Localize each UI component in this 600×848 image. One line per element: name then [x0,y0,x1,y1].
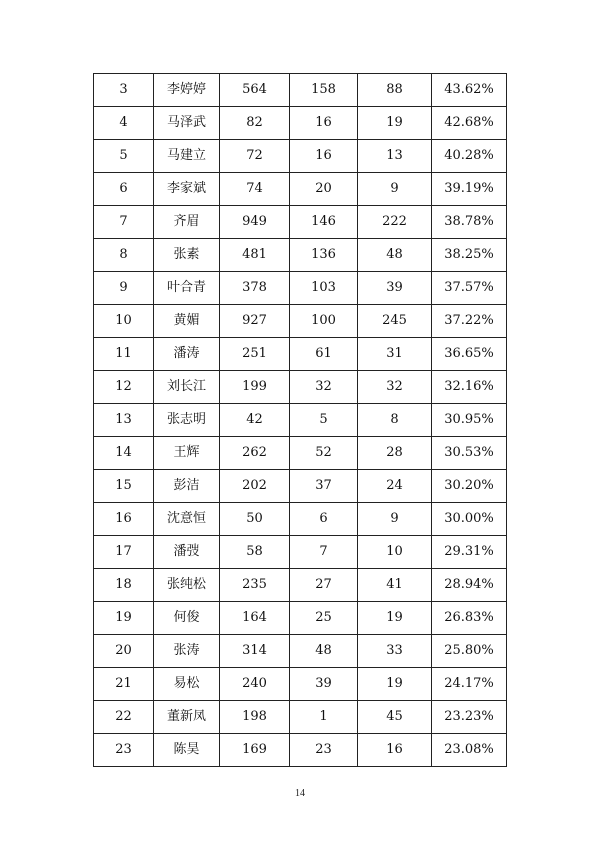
percent-cell: 25.80% [432,635,507,668]
table-row [94,701,507,734]
total-cell: 481 [220,239,290,272]
name-cell: 王辉 [154,437,220,470]
total-cell: 927 [220,305,290,338]
table-row [94,107,507,140]
total-cell: 378 [220,272,290,305]
table-row [94,470,507,503]
count-a-cell: 39 [290,668,358,701]
total-cell: 164 [220,602,290,635]
table-row [94,140,507,173]
count-a-cell: 6 [290,503,358,536]
name-cell: 张纯松 [154,569,220,602]
table-body [94,74,507,767]
percent-cell: 23.23% [432,701,507,734]
name-cell: 叶合青 [154,272,220,305]
total-cell: 240 [220,668,290,701]
name-cell: 马泽武 [154,107,220,140]
name-cell: 潘涛 [154,338,220,371]
count-b-cell: 88 [358,74,432,107]
rank-cell: 3 [94,74,154,107]
name-cell: 沈意恒 [154,503,220,536]
percent-cell: 38.78% [432,206,507,239]
total-cell: 199 [220,371,290,404]
rank-cell: 6 [94,173,154,206]
rank-cell: 8 [94,239,154,272]
total-cell: 198 [220,701,290,734]
table-row [94,371,507,404]
table-row [94,404,507,437]
table-row [94,74,507,107]
total-cell: 82 [220,107,290,140]
count-a-cell: 1 [290,701,358,734]
name-cell: 刘长江 [154,371,220,404]
percent-cell: 26.83% [432,602,507,635]
table-row [94,173,507,206]
count-b-cell: 16 [358,734,432,767]
name-cell: 张涛 [154,635,220,668]
percent-cell: 30.20% [432,470,507,503]
count-a-cell: 48 [290,635,358,668]
rank-cell: 16 [94,503,154,536]
total-cell: 74 [220,173,290,206]
count-b-cell: 19 [358,107,432,140]
table-row [94,536,507,569]
count-b-cell: 13 [358,140,432,173]
name-cell: 黄媚 [154,305,220,338]
count-b-cell: 33 [358,635,432,668]
percent-cell: 39.19% [432,173,507,206]
table-row [94,635,507,668]
table-row [94,305,507,338]
total-cell: 58 [220,536,290,569]
count-a-cell: 136 [290,239,358,272]
percent-cell: 24.17% [432,668,507,701]
count-a-cell: 16 [290,107,358,140]
total-cell: 202 [220,470,290,503]
rank-cell: 10 [94,305,154,338]
total-cell: 262 [220,437,290,470]
count-b-cell: 9 [358,173,432,206]
table-row [94,338,507,371]
name-cell: 陈昊 [154,734,220,767]
count-a-cell: 23 [290,734,358,767]
rank-cell: 18 [94,569,154,602]
percent-cell: 37.22% [432,305,507,338]
count-a-cell: 16 [290,140,358,173]
table-row [94,668,507,701]
percent-cell: 37.57% [432,272,507,305]
percent-cell: 36.65% [432,338,507,371]
table-row [94,437,507,470]
rank-cell: 19 [94,602,154,635]
total-cell: 564 [220,74,290,107]
total-cell: 235 [220,569,290,602]
name-cell: 潘弢 [154,536,220,569]
count-a-cell: 5 [290,404,358,437]
rank-cell: 22 [94,701,154,734]
count-b-cell: 9 [358,503,432,536]
rank-cell: 12 [94,371,154,404]
count-a-cell: 100 [290,305,358,338]
count-a-cell: 27 [290,569,358,602]
count-a-cell: 52 [290,437,358,470]
page-number: 14 [295,788,305,799]
count-b-cell: 245 [358,305,432,338]
count-a-cell: 37 [290,470,358,503]
count-b-cell: 19 [358,668,432,701]
name-cell: 董新凤 [154,701,220,734]
name-cell: 张志明 [154,404,220,437]
count-a-cell: 32 [290,371,358,404]
percent-cell: 23.08% [432,734,507,767]
count-b-cell: 8 [358,404,432,437]
count-b-cell: 45 [358,701,432,734]
count-b-cell: 19 [358,602,432,635]
count-b-cell: 31 [358,338,432,371]
count-a-cell: 25 [290,602,358,635]
total-cell: 50 [220,503,290,536]
count-b-cell: 39 [358,272,432,305]
percent-cell: 30.00% [432,503,507,536]
count-b-cell: 24 [358,470,432,503]
rank-cell: 9 [94,272,154,305]
table-row [94,272,507,305]
table-row [94,734,507,767]
rank-cell: 15 [94,470,154,503]
name-cell: 何俊 [154,602,220,635]
name-cell: 易松 [154,668,220,701]
rank-cell: 7 [94,206,154,239]
count-b-cell: 222 [358,206,432,239]
rank-cell: 13 [94,404,154,437]
table-row [94,602,507,635]
rank-cell: 14 [94,437,154,470]
rank-cell: 11 [94,338,154,371]
count-b-cell: 28 [358,437,432,470]
count-b-cell: 48 [358,239,432,272]
count-a-cell: 7 [290,536,358,569]
total-cell: 251 [220,338,290,371]
percent-cell: 28.94% [432,569,507,602]
percent-cell: 42.68% [432,107,507,140]
table-row [94,503,507,536]
name-cell: 李婷婷 [154,74,220,107]
percent-cell: 40.28% [432,140,507,173]
rank-cell: 21 [94,668,154,701]
percent-cell: 30.95% [432,404,507,437]
count-a-cell: 20 [290,173,358,206]
name-cell: 李家斌 [154,173,220,206]
count-a-cell: 158 [290,74,358,107]
percent-cell: 30.53% [432,437,507,470]
percent-cell: 43.62% [432,74,507,107]
total-cell: 169 [220,734,290,767]
total-cell: 949 [220,206,290,239]
name-cell: 彭洁 [154,470,220,503]
rank-cell: 5 [94,140,154,173]
table-row [94,239,507,272]
count-b-cell: 32 [358,371,432,404]
count-a-cell: 103 [290,272,358,305]
rank-cell: 17 [94,536,154,569]
name-cell: 张素 [154,239,220,272]
count-b-cell: 10 [358,536,432,569]
percent-cell: 32.16% [432,371,507,404]
name-cell: 马建立 [154,140,220,173]
count-a-cell: 61 [290,338,358,371]
percent-cell: 29.31% [432,536,507,569]
total-cell: 314 [220,635,290,668]
rank-cell: 4 [94,107,154,140]
table-row [94,206,507,239]
rank-cell: 20 [94,635,154,668]
table-row [94,569,507,602]
rank-cell: 23 [94,734,154,767]
percent-cell: 38.25% [432,239,507,272]
ranking-table [93,73,507,767]
name-cell: 齐眉 [154,206,220,239]
total-cell: 42 [220,404,290,437]
count-b-cell: 41 [358,569,432,602]
count-a-cell: 146 [290,206,358,239]
total-cell: 72 [220,140,290,173]
